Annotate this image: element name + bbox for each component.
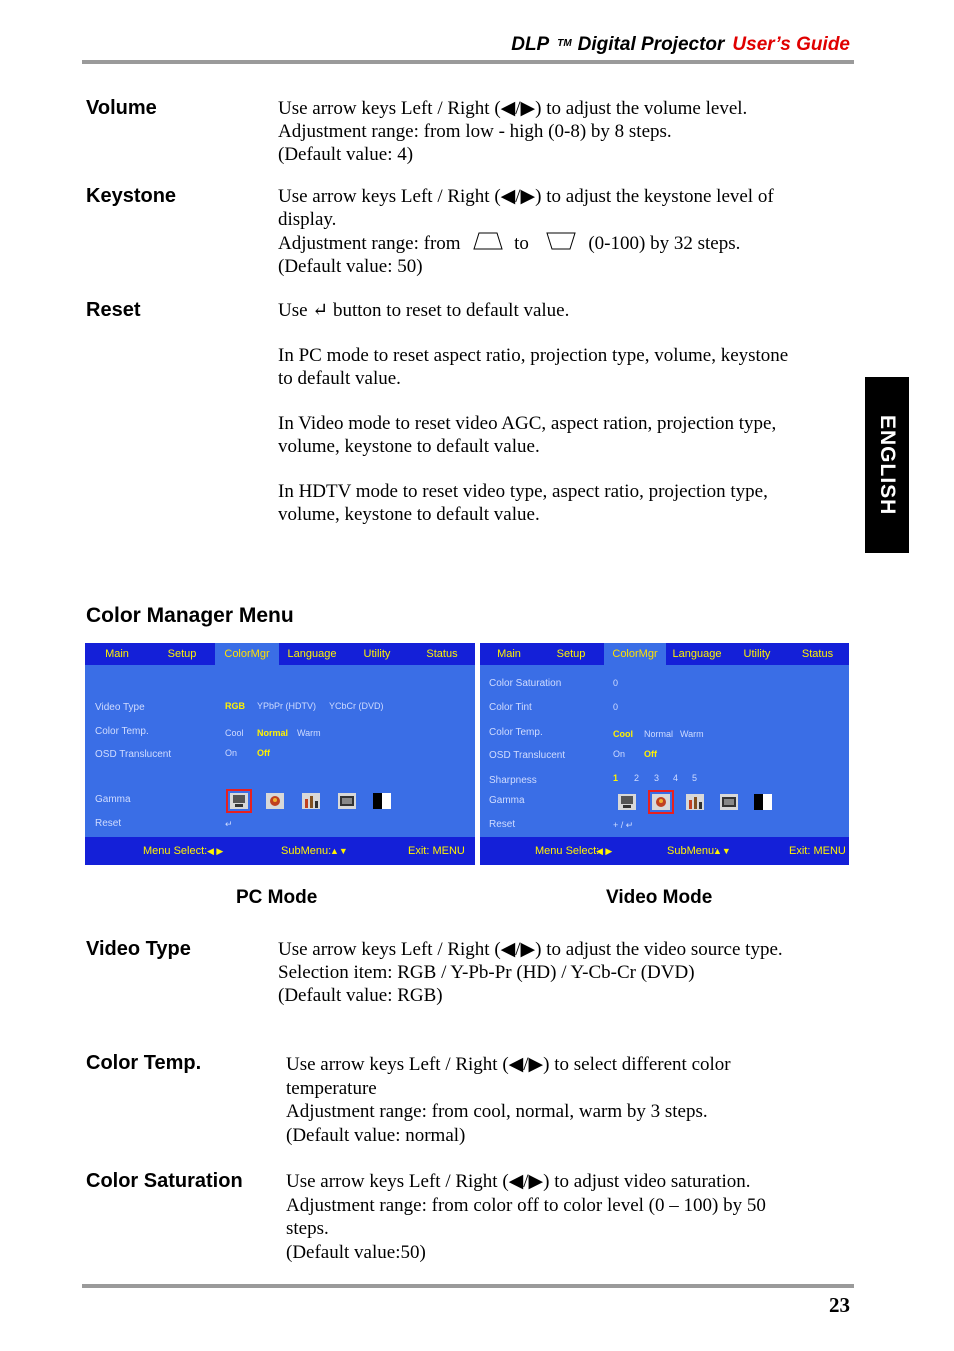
osd-opt-warm: Warm (297, 728, 321, 738)
osd-footer-ud-arrows-icon: ▲▼ (713, 846, 731, 856)
osd-sharp-1: 1 (613, 773, 619, 783)
osd-footer (480, 837, 849, 865)
osd-tab-main: Main (105, 648, 129, 660)
osd-sharp-5: 5 (692, 773, 698, 783)
header-rule (82, 60, 854, 64)
osd-opt-normal: Normal (257, 728, 289, 738)
term-reset: Reset (86, 299, 141, 321)
enter-key-icon: ↵ (312, 300, 329, 321)
gamma-chart-icon (686, 794, 704, 810)
osd-reset-enter-icon: ↵ (225, 819, 233, 829)
osd-label-reset: Reset (95, 818, 122, 829)
term-volume: Volume (86, 97, 157, 119)
osd-footer-lr-arrows-icon: ◀ ▶ (207, 846, 224, 856)
osd-sharp-4: 4 (673, 773, 679, 783)
osd-footer-exit: Exit: MENU (789, 845, 846, 857)
osd-opt-off: Off (257, 748, 270, 758)
osd-label-gamma: Gamma (95, 794, 131, 805)
language-side-tab: ENGLISH (865, 377, 909, 553)
caption-pc-mode: PC Mode (236, 887, 318, 908)
desc-video-type: Use arrow keys Left / Right (◀/▶) to adjust the video source type. Selection item: RGB / Y-Pb-Pr (HD) / Y-Cb-Cr (DVD) (Default value: RGB) (278, 939, 783, 1006)
osd-tab-bar (85, 643, 475, 665)
osd-opt-rgb: RGB (225, 701, 245, 711)
osd-label-color-tint: Color Tint (489, 702, 532, 713)
osd-tab-language: Language (672, 648, 722, 660)
osd-tab-utility: Utility (363, 648, 391, 660)
gamma-photo-icon (266, 793, 284, 809)
running-header (511, 34, 850, 56)
osd-opt-cool: Cool (225, 728, 244, 738)
gamma-chart-icon (302, 793, 320, 809)
osd-tab-language: Language (287, 648, 337, 660)
footer-rule (82, 1284, 854, 1288)
video-mode-osd-screenshot (480, 643, 849, 865)
osd-footer-menu-select: Menu Select: (143, 845, 208, 857)
osd-sharp-3: 3 (654, 773, 660, 783)
osd-opt-cool: Cool (613, 729, 633, 739)
osd-tab-status: Status (426, 648, 458, 660)
osd-footer-menu-select: Menu Select: (535, 845, 600, 857)
section-title: Color Manager Menu (86, 604, 294, 627)
osd-tab-colormgr: ColorMgr (604, 643, 666, 665)
osd-label-video-type: Video Type (95, 702, 145, 713)
desc-reset-video: In Video mode to reset video AGC, aspect ration, projection type, volume, keystone to default value. (278, 413, 777, 457)
desc-volume: Use arrow keys Left / Right (◀/▶) to adjust the volume level. Adjustment range: from low - high (0-8) by 8 steps. (Default value: 4) (278, 98, 748, 165)
desc-reset-hdtv: In HDTV mode to reset video type, aspect ratio, projection type, volume, keystone to default value. (278, 481, 768, 525)
osd-footer-submenu: SubMenu: (667, 845, 718, 857)
desc-reset-pc: In PC mode to reset aspect ratio, projection type, volume, keystone to default value. (278, 345, 789, 389)
osd-label-reset: Reset (489, 819, 516, 830)
header-product: Digital Projector (577, 34, 725, 55)
osd-opt-off: Off (644, 749, 657, 759)
gamma-pc-icon (618, 794, 636, 810)
osd-tab-setup: Setup (556, 648, 586, 660)
osd-opt-on: On (225, 748, 238, 758)
gamma-video-icon (338, 793, 356, 809)
term-video-type: Video Type (86, 938, 191, 960)
keystone-narrow-bottom-icon (546, 231, 576, 251)
osd-footer-ud-arrows-icon: ▲▼ (330, 846, 348, 856)
gamma-video-icon (720, 794, 738, 810)
osd-label-osd-translucent: OSD Translucent (489, 750, 566, 761)
keystone-narrow-top-icon (473, 231, 503, 251)
header-dlp: DLP (511, 34, 550, 55)
desc-keystone: Use arrow keys Left / Right (◀/▶) to adjust the keystone level of display. Adjustment range: from to (0-100) by 32 steps. (Default value: 50) (278, 186, 774, 277)
osd-tab-bar (480, 643, 849, 665)
osd-label-gamma: Gamma (489, 795, 525, 806)
osd-opt-ycbcr: YCbCr (DVD) (329, 701, 384, 711)
caption-video-mode: Video Mode (606, 887, 713, 908)
osd-tab-setup: Setup (167, 648, 197, 660)
osd-label-color-saturation: Color Saturation (489, 678, 562, 689)
desc-color-temp: Use arrow keys Left / Right (◀/▶) to select different color temperature Adjustment range: from cool, normal, warm by 3 steps. (Default value: normal) (286, 1054, 731, 1146)
term-color-saturation: Color Saturation (86, 1170, 243, 1192)
header-tm: TM (557, 38, 572, 49)
pc-mode-osd-screenshot (85, 643, 475, 865)
osd-reset-glyphs: + / ↵ (613, 820, 634, 830)
gamma-pc-icon (230, 793, 248, 809)
header-guide: User’s Guide (732, 34, 850, 55)
osd-tab-utility: Utility (743, 648, 771, 660)
osd-footer-lr-arrows-icon: ◀ ▶ (596, 846, 613, 856)
gamma-photo-icon (652, 794, 670, 810)
osd-tab-status: Status (801, 648, 834, 660)
osd-value-color-saturation: 0 (613, 678, 619, 688)
osd-opt-ypbpr: YPbPr (HDTV) (257, 701, 317, 711)
osd-label-color-temp: Color Temp. (95, 726, 149, 737)
page-number: 23 (829, 1293, 850, 1317)
osd-value-color-tint: 0 (613, 702, 619, 712)
osd-opt-warm: Warm (680, 729, 704, 739)
osd-opt-on: On (613, 749, 626, 759)
term-color-temp: Color Temp. (86, 1052, 202, 1074)
desc-color-saturation: Use arrow keys Left / Right (◀/▶) to adjust video saturation. Adjustment range: from color off to color level (0 – 100) by 50 steps. (Default value:50) (286, 1171, 766, 1263)
osd-tab-colormgr: ColorMgr (215, 643, 279, 665)
gamma-bw-icon (373, 793, 391, 809)
desc-reset: Use ↵ button to reset to default value. (278, 300, 570, 321)
osd-footer-exit: Exit: MENU (408, 845, 465, 857)
term-keystone: Keystone (86, 185, 177, 207)
osd-tab-main: Main (497, 648, 521, 660)
osd-label-sharpness: Sharpness (489, 775, 537, 786)
osd-footer (85, 837, 475, 865)
gamma-bw-icon (754, 794, 772, 810)
osd-label-color-temp: Color Temp. (489, 727, 543, 738)
osd-opt-normal: Normal (644, 729, 674, 739)
osd-footer-submenu: SubMenu: (281, 845, 332, 857)
osd-label-osd-translucent: OSD Translucent (95, 749, 172, 760)
osd-sharp-2: 2 (634, 773, 640, 783)
